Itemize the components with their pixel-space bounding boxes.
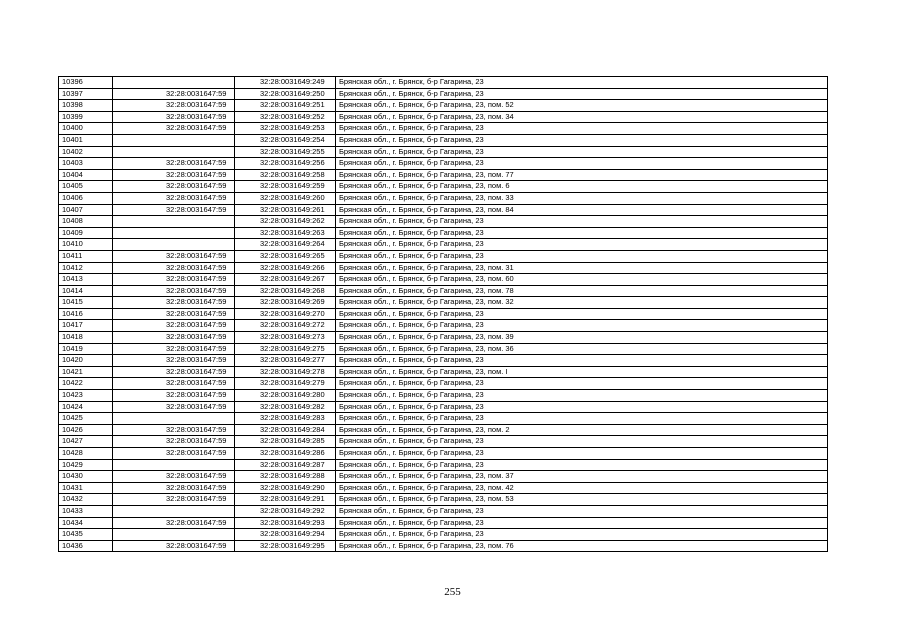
cadastral-number-cell: 32:28:0031649:256 — [235, 158, 336, 170]
table-row — [59, 355, 828, 367]
table-row — [59, 366, 828, 378]
table-row — [59, 540, 828, 552]
table-row — [59, 134, 828, 146]
row-number-cell: 10430 — [59, 471, 113, 483]
cadastral-number-cell: 32:28:0031649:249 — [235, 77, 336, 89]
parent-cadastral-number-cell: 32:28:0031647:59 — [113, 378, 235, 390]
cadastral-number-cell: 32:28:0031649:268 — [235, 285, 336, 297]
parent-cadastral-number-cell: 32:28:0031647:59 — [113, 262, 235, 274]
cadastral-number-cell: 32:28:0031649:250 — [235, 88, 336, 100]
cadastral-number-cell: 32:28:0031649:251 — [235, 100, 336, 112]
parent-cadastral-number-cell: 32:28:0031647:59 — [113, 308, 235, 320]
row-number-cell: 10435 — [59, 529, 113, 541]
table-row — [59, 378, 828, 390]
cadastral-number-cell: 32:28:0031649:267 — [235, 274, 336, 286]
cadastral-number-cell: 32:28:0031649:295 — [235, 540, 336, 552]
row-number-cell: 10436 — [59, 540, 113, 552]
address-cell: Брянская обл., г. Брянск, б-р Гагарина, 23 — [336, 88, 828, 100]
address-cell: Брянская обл., г. Брянск, б-р Гагарина, 23 — [336, 355, 828, 367]
parent-cadastral-number-cell: 32:28:0031647:59 — [113, 320, 235, 332]
row-number-cell: 10408 — [59, 216, 113, 228]
table-row — [59, 123, 828, 135]
address-cell: Брянская обл., г. Брянск, б-р Гагарина, 23 — [336, 390, 828, 402]
cadastral-number-cell: 32:28:0031649:253 — [235, 123, 336, 135]
row-number-cell: 10405 — [59, 181, 113, 193]
parent-cadastral-number-cell: 32:28:0031647:59 — [113, 158, 235, 170]
row-number-cell: 10409 — [59, 227, 113, 239]
row-number-cell: 10398 — [59, 100, 113, 112]
table-row — [59, 77, 828, 89]
parent-cadastral-number-cell: 32:28:0031647:59 — [113, 471, 235, 483]
row-number-cell: 10420 — [59, 355, 113, 367]
row-number-cell: 10401 — [59, 134, 113, 146]
table-row — [59, 413, 828, 425]
parent-cadastral-number-cell: 32:28:0031647:59 — [113, 482, 235, 494]
row-number-cell: 10429 — [59, 459, 113, 471]
parent-cadastral-number-cell: 32:28:0031647:59 — [113, 401, 235, 413]
row-number-cell: 10397 — [59, 88, 113, 100]
cadastral-number-cell: 32:28:0031649:292 — [235, 505, 336, 517]
parent-cadastral-number-cell: 32:28:0031647:59 — [113, 204, 235, 216]
address-cell: Брянская обл., г. Брянск, б-р Гагарина, 23, пом. 6 — [336, 181, 828, 193]
cadastral-number-cell: 32:28:0031649:282 — [235, 401, 336, 413]
address-cell: Брянская обл., г. Брянск, б-р Гагарина, 23, пом. 84 — [336, 204, 828, 216]
address-cell: Брянская обл., г. Брянск, б-р Гагарина, 23, пом. 2 — [336, 424, 828, 436]
table-row — [59, 459, 828, 471]
address-cell: Брянская обл., г. Брянск, б-р Гагарина, 23, пом. 34 — [336, 111, 828, 123]
table-row — [59, 320, 828, 332]
address-cell: Брянская обл., г. Брянск, б-р Гагарина, 23 — [336, 448, 828, 460]
cadastral-number-cell: 32:28:0031649:285 — [235, 436, 336, 448]
parent-cadastral-number-cell: 32:28:0031647:59 — [113, 169, 235, 181]
cadastral-number-cell: 32:28:0031649:278 — [235, 366, 336, 378]
table-row — [59, 239, 828, 251]
address-cell: Брянская обл., г. Брянск, б-р Гагарина, 23 — [336, 413, 828, 425]
table-row — [59, 424, 828, 436]
parent-cadastral-number-cell: 32:28:0031647:59 — [113, 390, 235, 402]
address-cell: Брянская обл., г. Брянск, б-р Гагарина, 23, пом. 42 — [336, 482, 828, 494]
row-number-cell: 10421 — [59, 366, 113, 378]
parent-cadastral-number-cell: 32:28:0031647:59 — [113, 355, 235, 367]
table-row — [59, 332, 828, 344]
cadastral-number-cell: 32:28:0031649:258 — [235, 169, 336, 181]
cadastral-number-cell: 32:28:0031649:294 — [235, 529, 336, 541]
address-cell: Брянская обл., г. Брянск, б-р Гагарина, 23, пом. 37 — [336, 471, 828, 483]
address-cell: Брянская обл., г. Брянск, б-р Гагарина, 23 — [336, 320, 828, 332]
cadastral-number-cell: 32:28:0031649:264 — [235, 239, 336, 251]
cadastral-number-cell: 32:28:0031649:260 — [235, 192, 336, 204]
parent-cadastral-number-cell: 32:28:0031647:59 — [113, 181, 235, 193]
row-number-cell: 10419 — [59, 343, 113, 355]
parent-cadastral-number-cell: 32:28:0031647:59 — [113, 517, 235, 529]
parent-cadastral-number-cell — [113, 77, 235, 89]
address-cell: Брянская обл., г. Брянск, б-р Гагарина, 23, пом. 76 — [336, 540, 828, 552]
row-number-cell: 10431 — [59, 482, 113, 494]
parent-cadastral-number-cell: 32:28:0031647:59 — [113, 297, 235, 309]
row-number-cell: 10410 — [59, 239, 113, 251]
row-number-cell: 10432 — [59, 494, 113, 506]
address-cell: Брянская обл., г. Брянск, б-р Гагарина, 23 — [336, 459, 828, 471]
table-row — [59, 88, 828, 100]
row-number-cell: 10434 — [59, 517, 113, 529]
parent-cadastral-number-cell — [113, 413, 235, 425]
parent-cadastral-number-cell: 32:28:0031647:59 — [113, 192, 235, 204]
table-row — [59, 181, 828, 193]
table-row — [59, 494, 828, 506]
parent-cadastral-number-cell — [113, 239, 235, 251]
cadastral-number-cell: 32:28:0031649:277 — [235, 355, 336, 367]
row-number-cell: 10415 — [59, 297, 113, 309]
row-number-cell: 10417 — [59, 320, 113, 332]
table-row — [59, 471, 828, 483]
parent-cadastral-number-cell: 32:28:0031647:59 — [113, 285, 235, 297]
cadastral-number-cell: 32:28:0031649:293 — [235, 517, 336, 529]
property-table-body — [59, 77, 828, 552]
table-row — [59, 227, 828, 239]
cadastral-number-cell: 32:28:0031649:288 — [235, 471, 336, 483]
row-number-cell: 10416 — [59, 308, 113, 320]
address-cell: Брянская обл., г. Брянск, б-р Гагарина, 23 — [336, 517, 828, 529]
parent-cadastral-number-cell: 32:28:0031647:59 — [113, 250, 235, 262]
table-row — [59, 448, 828, 460]
cadastral-number-cell: 32:28:0031649:265 — [235, 250, 336, 262]
cadastral-number-cell: 32:28:0031649:275 — [235, 343, 336, 355]
cadastral-number-cell: 32:28:0031649:291 — [235, 494, 336, 506]
address-cell: Брянская обл., г. Брянск, б-р Гагарина, 23 — [336, 77, 828, 89]
address-cell: Брянская обл., г. Брянск, б-р Гагарина, 23, пом. 53 — [336, 494, 828, 506]
row-number-cell: 10411 — [59, 250, 113, 262]
row-number-cell: 10413 — [59, 274, 113, 286]
row-number-cell: 10406 — [59, 192, 113, 204]
cadastral-number-cell: 32:28:0031649:279 — [235, 378, 336, 390]
table-row — [59, 250, 828, 262]
cadastral-number-cell: 32:28:0031649:286 — [235, 448, 336, 460]
cadastral-number-cell: 32:28:0031649:273 — [235, 332, 336, 344]
row-number-cell: 10424 — [59, 401, 113, 413]
address-cell: Брянская обл., г. Брянск, б-р Гагарина, 23 — [336, 378, 828, 390]
row-number-cell: 10418 — [59, 332, 113, 344]
address-cell: Брянская обл., г. Брянск, б-р Гагарина, 23 — [336, 250, 828, 262]
parent-cadastral-number-cell: 32:28:0031647:59 — [113, 274, 235, 286]
table-row — [59, 274, 828, 286]
table-row — [59, 146, 828, 158]
address-cell: Брянская обл., г. Брянск, б-р Гагарина, 23 — [336, 227, 828, 239]
table-row — [59, 517, 828, 529]
row-number-cell: 10403 — [59, 158, 113, 170]
parent-cadastral-number-cell — [113, 134, 235, 146]
cadastral-number-cell: 32:28:0031649:280 — [235, 390, 336, 402]
parent-cadastral-number-cell: 32:28:0031647:59 — [113, 448, 235, 460]
row-number-cell: 10407 — [59, 204, 113, 216]
table-row — [59, 390, 828, 402]
parent-cadastral-number-cell — [113, 227, 235, 239]
table-row — [59, 297, 828, 309]
address-cell: Брянская обл., г. Брянск, б-р Гагарина, 23, пом. I — [336, 366, 828, 378]
parent-cadastral-number-cell: 32:28:0031647:59 — [113, 424, 235, 436]
table-row — [59, 401, 828, 413]
row-number-cell: 10428 — [59, 448, 113, 460]
row-number-cell: 10412 — [59, 262, 113, 274]
parent-cadastral-number-cell: 32:28:0031647:59 — [113, 123, 235, 135]
table-row — [59, 158, 828, 170]
table-row — [59, 285, 828, 297]
address-cell: Брянская обл., г. Брянск, б-р Гагарина, 23, пом. 60 — [336, 274, 828, 286]
parent-cadastral-number-cell: 32:28:0031647:59 — [113, 494, 235, 506]
parent-cadastral-number-cell: 32:28:0031647:59 — [113, 343, 235, 355]
address-cell: Брянская обл., г. Брянск, б-р Гагарина, 23 — [336, 146, 828, 158]
parent-cadastral-number-cell: 32:28:0031647:59 — [113, 88, 235, 100]
row-number-cell: 10422 — [59, 378, 113, 390]
table-row — [59, 100, 828, 112]
table-row — [59, 204, 828, 216]
table-row — [59, 343, 828, 355]
row-number-cell: 10404 — [59, 169, 113, 181]
parent-cadastral-number-cell — [113, 146, 235, 158]
table-row — [59, 262, 828, 274]
cadastral-number-cell: 32:28:0031649:283 — [235, 413, 336, 425]
cadastral-number-cell: 32:28:0031649:269 — [235, 297, 336, 309]
parent-cadastral-number-cell: 32:28:0031647:59 — [113, 332, 235, 344]
address-cell: Брянская обл., г. Брянск, б-р Гагарина, 23 — [336, 239, 828, 251]
cadastral-number-cell: 32:28:0031649:272 — [235, 320, 336, 332]
table-row — [59, 308, 828, 320]
row-number-cell: 10396 — [59, 77, 113, 89]
cadastral-number-cell: 32:28:0031649:262 — [235, 216, 336, 228]
parent-cadastral-number-cell: 32:28:0031647:59 — [113, 111, 235, 123]
cadastral-number-cell: 32:28:0031649:266 — [235, 262, 336, 274]
address-cell: Брянская обл., г. Брянск, б-р Гагарина, 23 — [336, 216, 828, 228]
parent-cadastral-number-cell: 32:28:0031647:59 — [113, 100, 235, 112]
address-cell: Брянская обл., г. Брянск, б-р Гагарина, 23 — [336, 123, 828, 135]
address-cell: Брянская обл., г. Брянск, б-р Гагарина, 23 — [336, 134, 828, 146]
address-cell: Брянская обл., г. Брянск, б-р Гагарина, 23 — [336, 529, 828, 541]
table-row — [59, 192, 828, 204]
address-cell: Брянская обл., г. Брянск, б-р Гагарина, 23 — [336, 401, 828, 413]
table-row — [59, 529, 828, 541]
cadastral-number-cell: 32:28:0031649:284 — [235, 424, 336, 436]
table-row — [59, 169, 828, 181]
row-number-cell: 10426 — [59, 424, 113, 436]
row-number-cell: 10399 — [59, 111, 113, 123]
cadastral-number-cell: 32:28:0031649:261 — [235, 204, 336, 216]
parent-cadastral-number-cell: 32:28:0031647:59 — [113, 366, 235, 378]
address-cell: Брянская обл., г. Брянск, б-р Гагарина, 23 — [336, 308, 828, 320]
cadastral-number-cell: 32:28:0031649:263 — [235, 227, 336, 239]
address-cell: Брянская обл., г. Брянск, б-р Гагарина, 23 — [336, 158, 828, 170]
cadastral-number-cell: 32:28:0031649:252 — [235, 111, 336, 123]
cadastral-number-cell: 32:28:0031649:287 — [235, 459, 336, 471]
address-cell: Брянская обл., г. Брянск, б-р Гагарина, 23, пом. 52 — [336, 100, 828, 112]
row-number-cell: 10423 — [59, 390, 113, 402]
address-cell: Брянская обл., г. Брянск, б-р Гагарина, 23, пом. 39 — [336, 332, 828, 344]
table-row — [59, 505, 828, 517]
row-number-cell: 10402 — [59, 146, 113, 158]
address-cell: Брянская обл., г. Брянск, б-р Гагарина, 23, пом. 31 — [336, 262, 828, 274]
table-row — [59, 482, 828, 494]
table-row — [59, 436, 828, 448]
row-number-cell: 10414 — [59, 285, 113, 297]
page-number: 255 — [444, 586, 461, 598]
parent-cadastral-number-cell — [113, 459, 235, 471]
row-number-cell: 10425 — [59, 413, 113, 425]
cadastral-number-cell: 32:28:0031649:255 — [235, 146, 336, 158]
cadastral-number-cell: 32:28:0031649:259 — [235, 181, 336, 193]
row-number-cell: 10433 — [59, 505, 113, 517]
parent-cadastral-number-cell: 32:28:0031647:59 — [113, 436, 235, 448]
parent-cadastral-number-cell — [113, 216, 235, 228]
property-table — [58, 76, 828, 552]
address-cell: Брянская обл., г. Брянск, б-р Гагарина, 23 — [336, 436, 828, 448]
address-cell: Брянская обл., г. Брянск, б-р Гагарина, 23 — [336, 505, 828, 517]
row-number-cell: 10400 — [59, 123, 113, 135]
address-cell: Брянская обл., г. Брянск, б-р Гагарина, 23, пом. 78 — [336, 285, 828, 297]
table-row — [59, 111, 828, 123]
address-cell: Брянская обл., г. Брянск, б-р Гагарина, 23, пом. 32 — [336, 297, 828, 309]
address-cell: Брянская обл., г. Брянск, б-р Гагарина, 23, пом. 33 — [336, 192, 828, 204]
cadastral-number-cell: 32:28:0031649:290 — [235, 482, 336, 494]
parent-cadastral-number-cell: 32:28:0031647:59 — [113, 540, 235, 552]
row-number-cell: 10427 — [59, 436, 113, 448]
cadastral-number-cell: 32:28:0031649:270 — [235, 308, 336, 320]
address-cell: Брянская обл., г. Брянск, б-р Гагарина, 23, пом. 36 — [336, 343, 828, 355]
address-cell: Брянская обл., г. Брянск, б-р Гагарина, 23, пом. 77 — [336, 169, 828, 181]
parent-cadastral-number-cell — [113, 505, 235, 517]
cadastral-number-cell: 32:28:0031649:254 — [235, 134, 336, 146]
parent-cadastral-number-cell — [113, 529, 235, 541]
table-row — [59, 216, 828, 228]
